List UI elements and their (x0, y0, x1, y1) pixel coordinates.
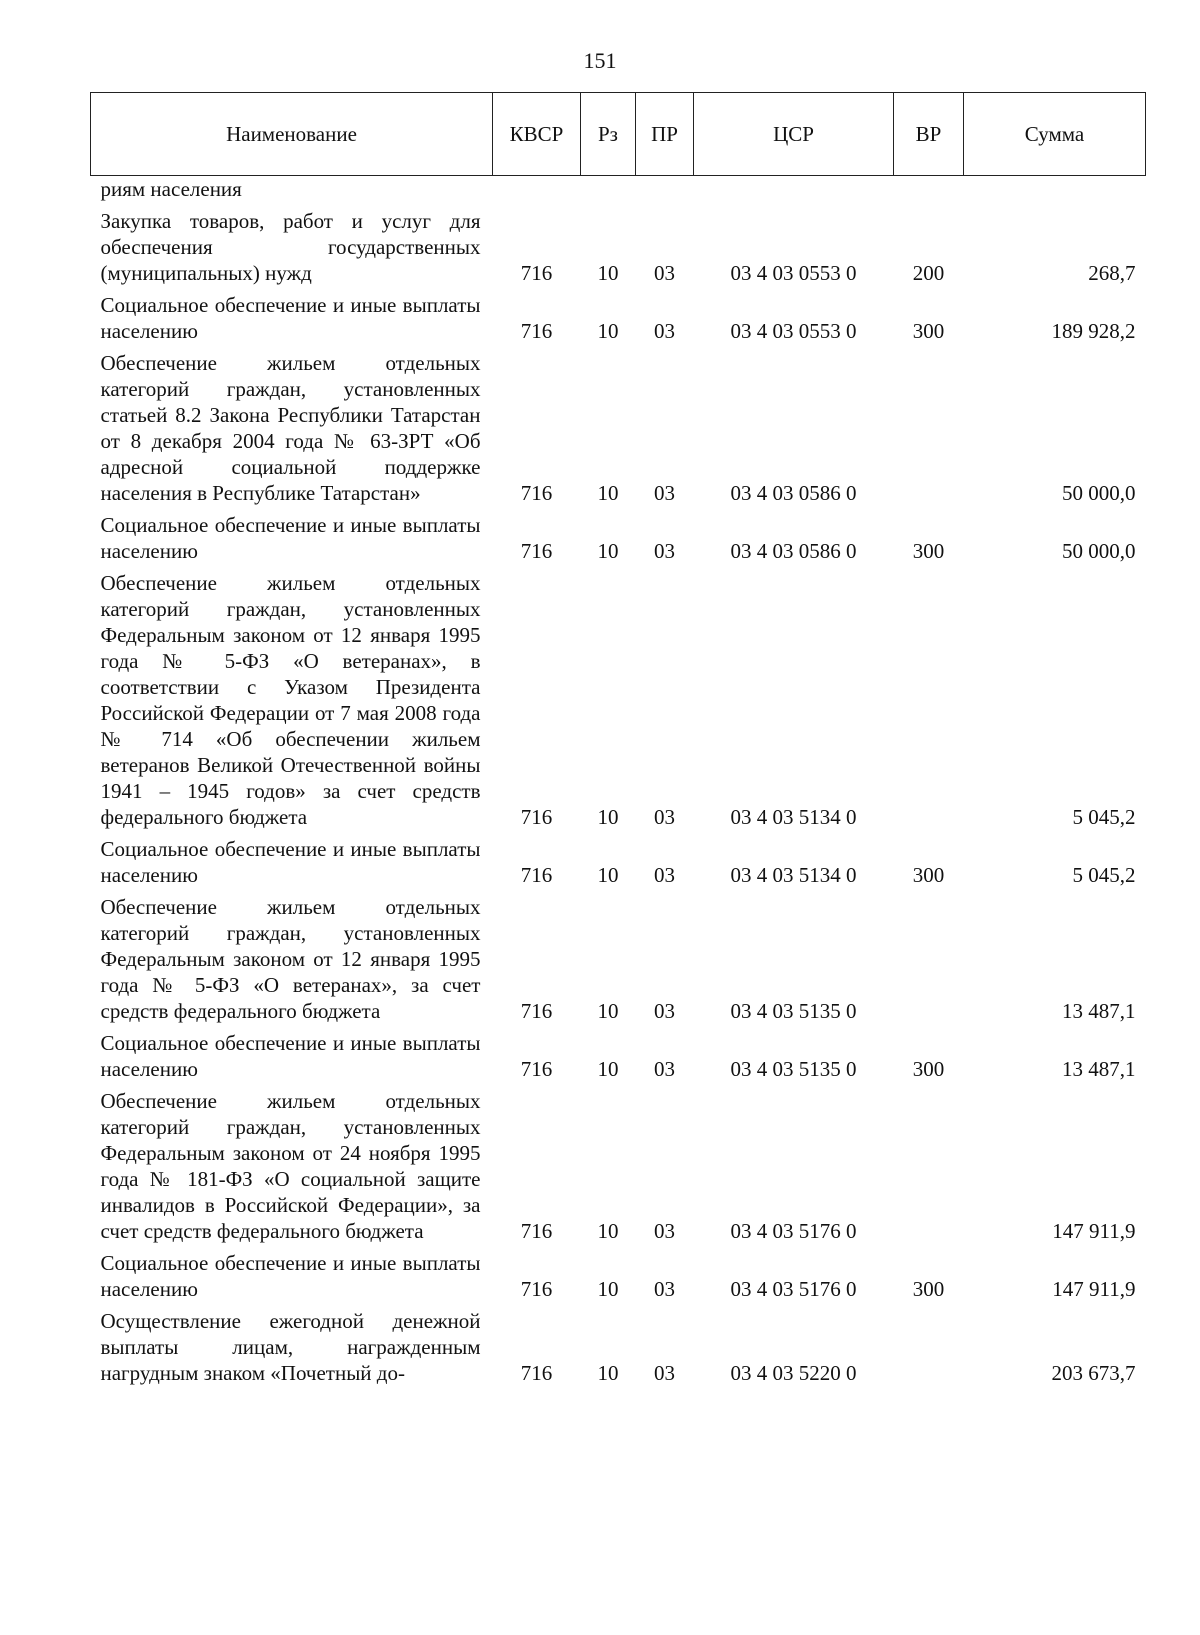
cell-pr: 03 (654, 261, 675, 285)
table-row (91, 1247, 1146, 1305)
cell-csr: 03 4 03 5220 0 (730, 1361, 857, 1385)
cell-vr (894, 1305, 964, 1389)
cell-rz: 10 (597, 999, 619, 1023)
header-pr: ПР (636, 93, 694, 176)
cell-sum: 13 487,1 (1062, 1057, 1136, 1081)
cell-sum (964, 176, 1146, 206)
table-row (91, 289, 1146, 347)
cell-csr: 03 4 03 5135 0 (730, 1057, 857, 1081)
header-vr: ВР (894, 93, 964, 176)
table-row (91, 347, 1146, 509)
cell-sum: 189 928,2 (1051, 319, 1136, 343)
cell-csr: 03 4 03 0553 0 (730, 319, 857, 343)
cell-name: Социальное обеспечение и иные выплаты населению (100, 837, 481, 887)
cell-vr: 300 (912, 1057, 945, 1081)
cell-name: Осуществление ежегодной денежной выплаты лицам, награжденным нагрудным знаком «Почетный до- (100, 1309, 481, 1385)
cell-pr: 03 (654, 319, 675, 343)
cell-name: Социальное обеспечение и иные выплаты населению (100, 293, 481, 343)
table-row (91, 1305, 1146, 1389)
cell-sum: 50 000,0 (1062, 481, 1136, 505)
cell-sum: 203 673,7 (1051, 1361, 1136, 1385)
cell-vr: 200 (912, 261, 945, 285)
cell-name: риям населения (100, 177, 242, 201)
budget-table (90, 92, 1146, 1389)
cell-rz: 10 (597, 1057, 619, 1081)
cell-pr: 03 (654, 1219, 675, 1243)
cell-kvsr: 716 (520, 261, 553, 285)
cell-pr: 03 (654, 1361, 675, 1385)
header-rz: Рз (581, 93, 636, 176)
cell-sum: 5 045,2 (1072, 863, 1136, 887)
cell-sum: 13 487,1 (1062, 999, 1136, 1023)
cell-csr: 03 4 03 0586 0 (730, 539, 857, 563)
cell-pr: 03 (654, 805, 675, 829)
cell-sum: 268,7 (1088, 261, 1136, 285)
cell-kvsr: 716 (520, 805, 553, 829)
cell-kvsr: 716 (520, 481, 553, 505)
cell-pr: 03 (654, 539, 675, 563)
cell-name: Социальное обеспечение и иные выплаты населению (100, 513, 481, 563)
cell-rz: 10 (597, 319, 619, 343)
cell-rz: 10 (597, 805, 619, 829)
cell-rz (581, 176, 636, 206)
header-kvsr: КВСР (493, 93, 581, 176)
cell-csr: 03 4 03 0586 0 (730, 481, 857, 505)
cell-csr: 03 4 03 5134 0 (730, 863, 857, 887)
cell-csr: 03 4 03 5135 0 (730, 999, 857, 1023)
cell-vr: 300 (912, 863, 945, 887)
cell-pr: 03 (654, 1277, 675, 1301)
table-row (91, 833, 1146, 891)
cell-name: Социальное обеспечение и иные выплаты населению (100, 1251, 481, 1301)
cell-kvsr: 716 (520, 1277, 553, 1301)
cell-name: Социальное обеспечение и иные выплаты населению (100, 1031, 481, 1081)
table-header (91, 93, 1146, 176)
cell-csr (694, 176, 894, 206)
table-row (91, 567, 1146, 833)
cell-name: Обеспечение жильем отдельных категорий граждан, установленных статьей 8.2 Закона Республики Татарстан от 8 декабря 2004 года № 63-ЗРТ «Об адресной социальной поддержке населения в Республике Татарстан» (100, 351, 481, 505)
cell-vr (894, 1085, 964, 1247)
header-csr: ЦСР (694, 93, 894, 176)
table-row (91, 205, 1146, 289)
cell-pr (636, 176, 694, 206)
cell-vr: 300 (912, 539, 945, 563)
cell-kvsr: 716 (520, 319, 553, 343)
table-row (91, 1027, 1146, 1085)
cell-rz: 10 (597, 863, 619, 887)
cell-rz: 10 (597, 539, 619, 563)
table-row (91, 176, 1146, 206)
header-name: Наименование (91, 93, 493, 176)
cell-vr (894, 567, 964, 833)
cell-rz: 10 (597, 481, 619, 505)
cell-kvsr: 716 (520, 999, 553, 1023)
table-row (91, 509, 1146, 567)
cell-pr: 03 (654, 1057, 675, 1081)
cell-rz: 10 (597, 1361, 619, 1385)
cell-kvsr: 716 (520, 1361, 553, 1385)
cell-sum: 50 000,0 (1062, 539, 1136, 563)
table-row (91, 1085, 1146, 1247)
cell-csr: 03 4 03 5176 0 (730, 1277, 857, 1301)
cell-rz: 10 (597, 261, 619, 285)
cell-rz: 10 (597, 1277, 619, 1301)
cell-vr (894, 347, 964, 509)
cell-vr: 300 (912, 319, 945, 343)
cell-vr (894, 891, 964, 1027)
cell-vr (894, 176, 964, 206)
cell-csr: 03 4 03 5176 0 (730, 1219, 857, 1243)
cell-name: Обеспечение жильем отдельных категорий граждан, установленных Федеральным законом от 24 ноября 1995 года № 181-ФЗ «О социальной защите инвалидов в Российской Федерации», за счет средств федерального бюджета (100, 1089, 481, 1243)
table-body (91, 176, 1146, 1390)
cell-sum: 147 911,9 (1052, 1277, 1136, 1301)
cell-rz: 10 (597, 1219, 619, 1243)
cell-kvsr (493, 176, 581, 206)
cell-kvsr: 716 (520, 539, 553, 563)
table-row (91, 891, 1146, 1027)
cell-pr: 03 (654, 481, 675, 505)
cell-sum: 5 045,2 (1072, 805, 1136, 829)
cell-name: Закупка товаров, работ и услуг для обеспечения государственных (муниципальных) нужд (100, 209, 481, 285)
cell-name: Обеспечение жильем отдельных категорий граждан, установленных Федеральным законом от 12 января 1995 года № 5-ФЗ «О ветеранах», за счет средств федерального бюджета (100, 895, 481, 1023)
cell-pr: 03 (654, 999, 675, 1023)
cell-csr: 03 4 03 5134 0 (730, 805, 857, 829)
cell-name: Обеспечение жильем отдельных категорий граждан, установленных Федеральным законом от 12 января 1995 года № 5-ФЗ «О ветеранах», в соответствии с Указом Президента Российской Федерации от 7 мая 2008 года № 714 «Об обеспечении жильем ветеранов Великой Отечественной войны 1941 – 1945 годов» за счет средств федерального бюджета (100, 571, 481, 829)
cell-vr: 300 (912, 1277, 945, 1301)
cell-kvsr: 716 (520, 863, 553, 887)
cell-pr: 03 (654, 863, 675, 887)
cell-kvsr: 716 (520, 1057, 553, 1081)
cell-sum: 147 911,9 (1052, 1219, 1136, 1243)
header-sum: Сумма (964, 93, 1146, 176)
cell-csr: 03 4 03 0553 0 (730, 261, 857, 285)
cell-kvsr: 716 (520, 1219, 553, 1243)
page-number: 151 (583, 48, 617, 73)
